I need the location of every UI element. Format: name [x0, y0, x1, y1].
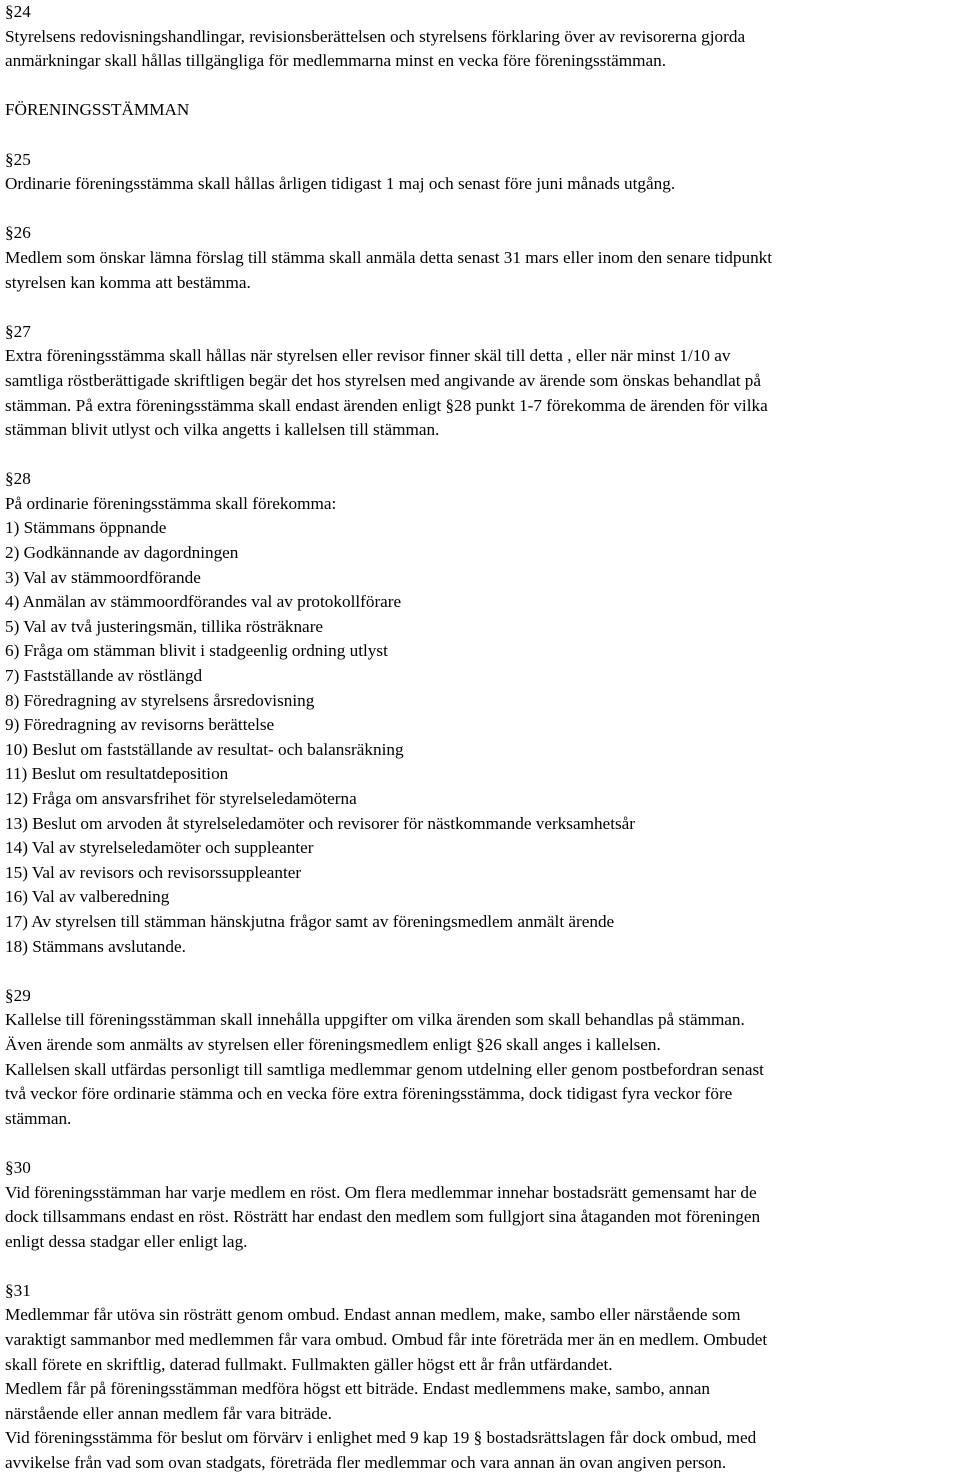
section-5 [5, 467, 957, 959]
text-line: 7) Fastställande av röstlängd [5, 666, 203, 686]
text-line: varaktigt sammanbor med medlemmen får vara ombud. Ombud får inte företräda mer än en medlem. Ombudet [5, 1330, 768, 1350]
text-line: dock tillsammans endast en röst. Rösträtt har endast den medlem som fullgjort sina åtaganden mot föreningen [5, 1207, 761, 1227]
section-heading: §31 [5, 1280, 31, 1300]
text-line: 8) Föredragning av styrelsens årsredovisning [5, 690, 315, 710]
section-gap [5, 197, 957, 222]
text-line: 15) Val av revisors och revisorssuppleanter [5, 862, 302, 882]
text-line: enligt dessa stadgar eller enligt lag. [5, 1231, 248, 1251]
section-heading: FÖRENINGSSTÄMMAN [5, 100, 190, 120]
section-gap [5, 1131, 957, 1156]
section-gap [5, 295, 957, 320]
section-3 [5, 221, 957, 295]
text-line: stämman. På extra föreningsstämma skall endast ärenden enligt §28 punkt 1-7 förekomma de ärenden för vilka [5, 395, 768, 415]
text-line: Styrelsens redovisningshandlingar, revisionsberättelsen och styrelsens förklaring över av revisorerna gjorda [5, 26, 746, 46]
section-heading: §24 [5, 2, 31, 21]
section-heading: §28 [5, 469, 31, 489]
text-line: 2) Godkännande av dagordningen [5, 543, 239, 563]
text-line: Kallelsen skall utfärdas personligt till samtliga medlemmar genom utdelning eller genom postbefordran senast [5, 1059, 764, 1079]
text-line: stämman blivit utlyst och vilka angetts i kallelsen till stämman. [5, 420, 440, 440]
section-2 [5, 148, 957, 197]
text-line: Även ärende som anmälts av styrelsen eller föreningsmedlem enligt §26 skall anges i kallelsen. [5, 1034, 661, 1054]
text-line: På ordinarie föreningsstämma skall förekomma: [5, 493, 337, 513]
text-line: 1) Stämmans öppnande [5, 518, 167, 538]
text-line: Medlem får på föreningsstämman medföra högst ett biträde. Endast medlemmens make, sambo, annan [5, 1379, 710, 1399]
text-line: samtliga röstberättigade skriftligen begär det hos styrelsen med angivande av ärende som önskas behandlat på [5, 370, 762, 390]
section-heading: §26 [5, 223, 31, 243]
section-0 [5, 0, 957, 74]
text-line: 17) Av styrelsen till stämman hänskjutna frågor samt av föreningsmedlem anmält ärende [5, 911, 615, 931]
text-line: Kallelse till föreningsstämman skall innehålla uppgifter om vilka ärenden som skall behandlas på stämman. [5, 1010, 745, 1030]
text-line: skall förete en skriftlig, daterad fullmakt. Fullmakten gäller högst ett år från utfärdandet. [5, 1354, 613, 1374]
text-line: Medlemmar får utöva sin rösträtt genom ombud. Endast annan medlem, make, sambo eller närstående som [5, 1305, 741, 1325]
text-line: 9) Föredragning av revisorns berättelse [5, 715, 275, 735]
document-page [5, 0, 957, 1476]
text-line: Extra föreningsstämma skall hållas när styrelsen eller revisor finner skäl till detta , eller när minst 1/10 av [5, 346, 731, 366]
section-4 [5, 320, 957, 443]
text-line: 10) Beslut om fastställande av resultat- och balansräkning [5, 739, 404, 759]
section-gap [5, 959, 957, 984]
text-line: 11) Beslut om resultatdeposition [5, 764, 229, 784]
text-line: 13) Beslut om arvoden åt styrelseledamöter och revisorer för nästkommande verksamhetsår [5, 813, 636, 833]
section-1 [5, 98, 957, 123]
text-line: 18) Stämmans avslutande. [5, 936, 186, 956]
section-7 [5, 1156, 957, 1254]
section-heading: §27 [5, 321, 31, 341]
text-line: 4) Anmälan av stämmoordförandes val av protokollförare [5, 592, 402, 612]
text-line: två veckor före ordinarie stämma och en vecka före extra föreningsstämma, dock tidigast fyra veckor före [5, 1084, 733, 1104]
text-line: Medlem som önskar lämna förslag till stämma skall anmäla detta senast 31 mars eller inom den senare tidpunkt [5, 247, 773, 267]
text-line: 3) Val av stämmoordförande [5, 567, 201, 587]
section-gap [5, 74, 957, 99]
section-gap [5, 1254, 957, 1279]
text-line: styrelsen kan komma att bestämma. [5, 272, 251, 292]
text-line: 16) Val av valberedning [5, 887, 170, 907]
text-line: 12) Fråga om ansvarsfrihet för styrelseledamöterna [5, 789, 357, 808]
text-line: 5) Val av två justeringsmän, tillika rösträknare [5, 616, 324, 636]
section-heading: §25 [5, 149, 31, 169]
section-heading: §30 [5, 1157, 31, 1177]
section-8 [5, 1279, 957, 1476]
text-line: stämman. [5, 1108, 72, 1128]
section-gap [5, 443, 957, 468]
text-line: närstående eller annan medlem får vara biträde. [5, 1403, 332, 1423]
section-6 [5, 984, 957, 1132]
section-heading: §29 [5, 985, 31, 1005]
text-line: Vid föreningsstämman har varje medlem en röst. Om flera medlemmar innehar bostadsrätt gemensamt har de [5, 1182, 757, 1202]
text-line: 6) Fråga om stämman blivit i stadgeenlig ordning utlyst [5, 641, 388, 661]
text-line: anmärkningar skall hållas tillgängliga för medlemmarna minst en vecka före föreningsstämman. [5, 51, 667, 71]
text-line: avvikelse från vad som ovan stadgats, företräda fler medlemmar och vara annan än ovan angiven person. [5, 1453, 727, 1473]
section-gap [5, 123, 957, 148]
text-line: Vid föreningsstämma för beslut om förvärv i enlighet med 9 kap 19 § bostadsrättslagen får dock ombud, med [5, 1428, 757, 1448]
text-line: Ordinarie föreningsstämma skall hållas årligen tidigast 1 maj och senast före juni månads utgång. [5, 174, 676, 194]
text-line: 14) Val av styrelseledamöter och suppleanter [5, 838, 314, 858]
